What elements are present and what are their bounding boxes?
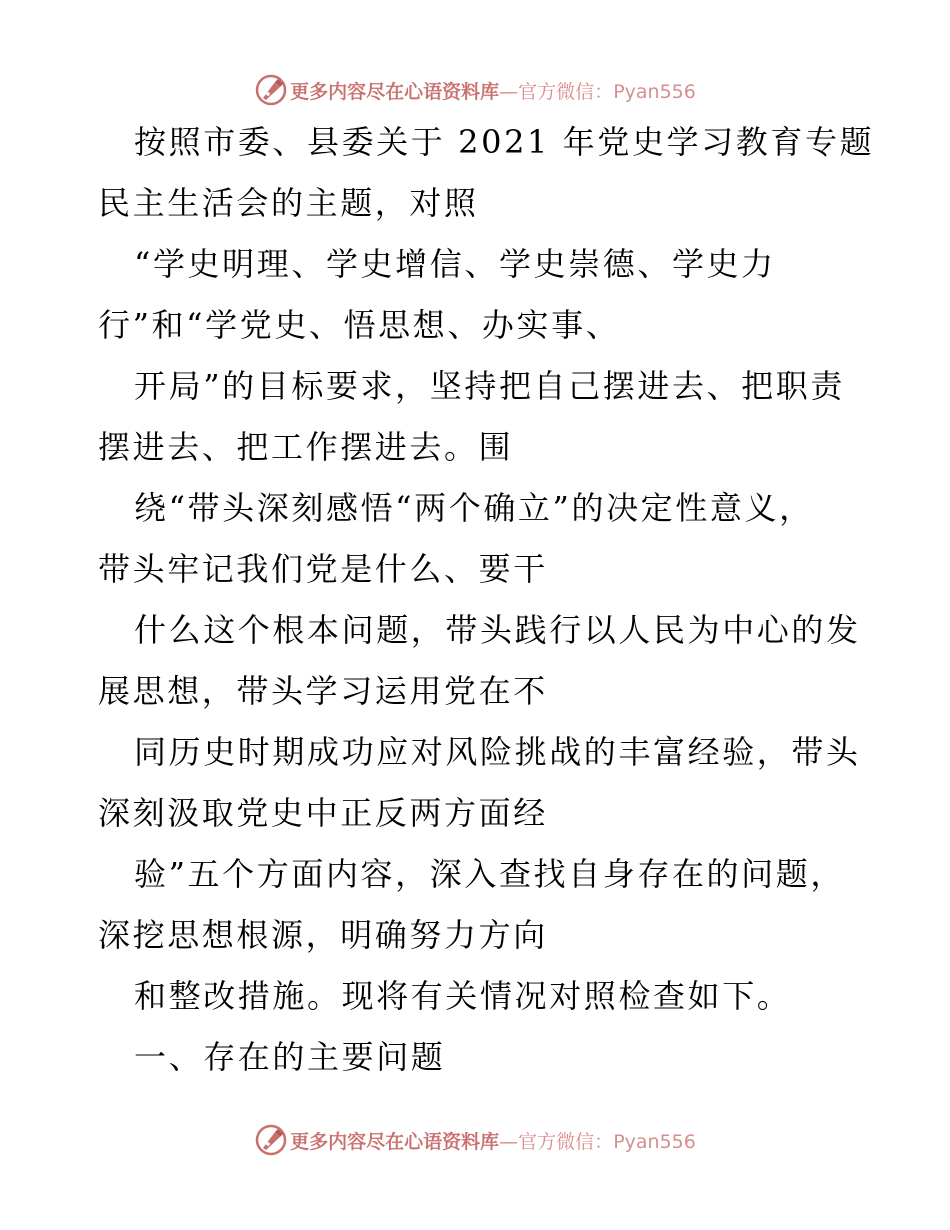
watermark-separator: — [499,1130,519,1153]
paragraph-line: 展思想，带头学习运用党在不 [98,672,548,710]
paragraph-line: 带头牢记我们党是什么、要干 [98,550,548,588]
pen-nib-icon [254,73,288,107]
watermark-footer [0,1122,950,1158]
section-heading: 一、存在的主要问题 [134,1038,446,1076]
watermark-main: 更多内容尽在心语资料库 [290,80,500,103]
watermark-header [0,72,950,108]
paragraph-line: 深刻汲取党史中正反两方面经 [98,794,548,832]
paragraph-line: 按照市委、县委关于 2021 年党史学习教育专题 [134,123,875,161]
watermark-wechat-id: Pyan556 [613,1130,696,1153]
watermark-text [290,1127,696,1154]
paragraph-line: 民主生活会的主题，对照 [98,184,479,222]
watermark-wechat-id: Pyan556 [613,80,696,103]
paragraph-line: 开局”的目标要求，坚持把自己摆进去、把职责 [134,367,845,405]
watermark-main: 更多内容尽在心语资料库 [290,1130,500,1153]
pen-nib-icon [254,1123,288,1157]
paragraph-line: “学史明理、学史增信、学史崇德、学史力 [134,245,776,283]
paragraph-line: 绕“带头深刻感悟“两个确立”的决定性意义， [134,489,814,527]
watermark-wechat-label: 官方微信： [518,1130,614,1153]
paragraph-line: 什么这个根本问题，带头践行以人民为中心的发 [134,611,861,649]
watermark-text [290,77,696,104]
paragraph-line: 和整改措施。现将有关情况对照检查如下。 [134,977,792,1015]
paragraph-line: 摆进去、把工作摆进去。围 [98,428,514,466]
watermark-wechat-label: 官方微信： [518,80,614,103]
watermark-separator: — [499,80,519,103]
paragraph-line: 行”和“学党史、悟思想、办实事、 [98,306,621,344]
paragraph-line: 同历史时期成功应对风险挑战的丰富经验，带头 [134,733,861,771]
paragraph-line: 验”五个方面内容，深入查找自身存在的问题， [134,855,845,893]
paragraph-line: 深挖思想根源，明确努力方向 [98,916,548,954]
body-text [98,122,875,1077]
